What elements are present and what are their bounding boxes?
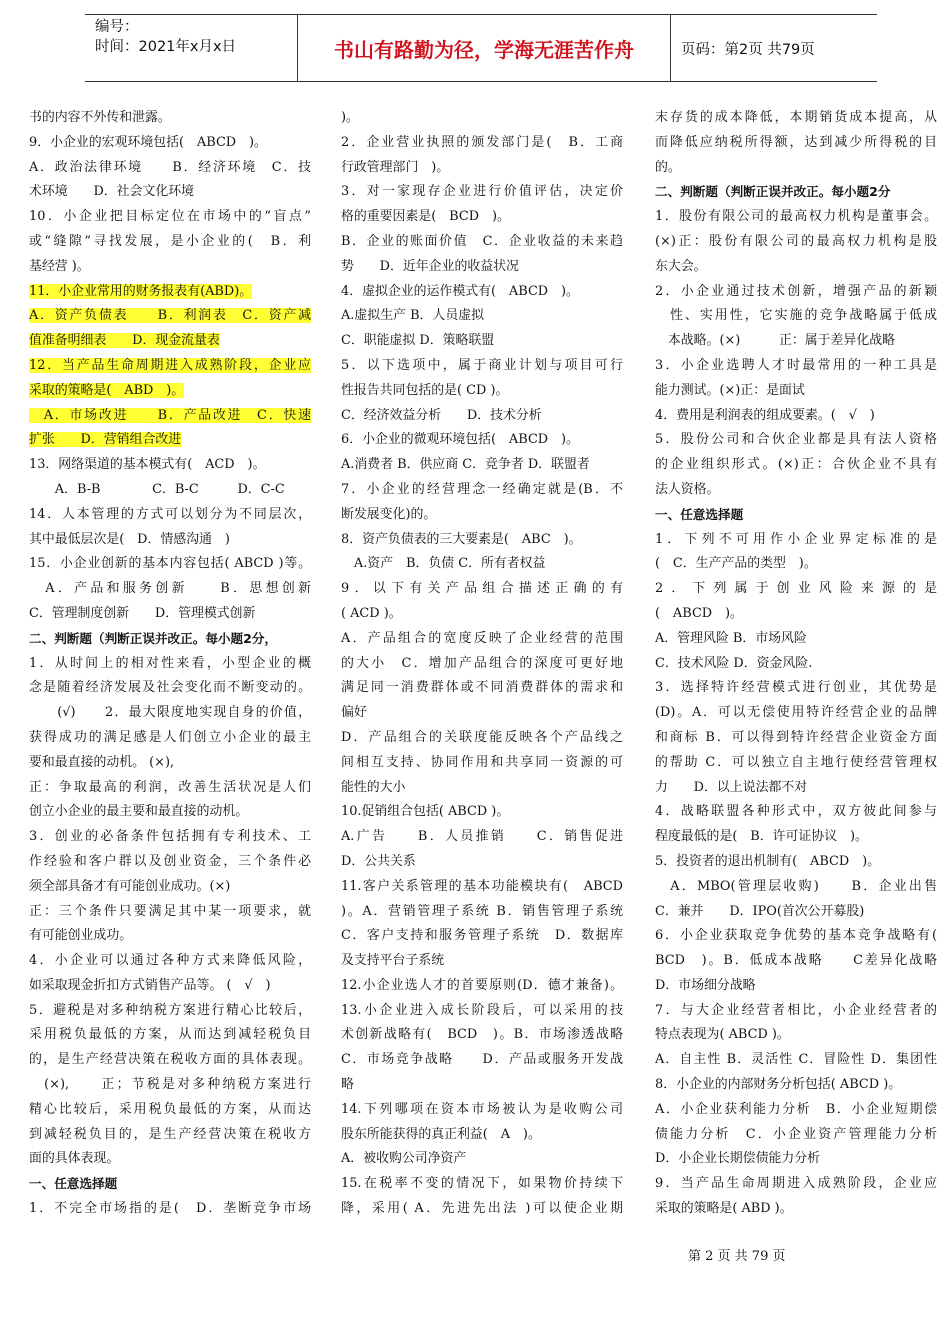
text-line — [655, 453, 937, 478]
text-line-content: 14．人本管理的方式可以划分为不同层次， — [29, 506, 311, 522]
text-line — [29, 974, 311, 999]
text-line — [655, 701, 937, 726]
text-line-content: 15.在税率不变的情况下，如果物价持续下 — [341, 1176, 623, 1192]
page-header — [85, 14, 877, 82]
text-line — [29, 131, 311, 156]
text-line-content: A．产品组合的宽度反映了企业经营的范围 — [341, 630, 623, 646]
text-line-content: 14.下列哪项在资本市场被认为是收购公司 — [341, 1101, 623, 1117]
text-line-content: 2．企业营业执照的颁发部门是( B．工商 — [341, 134, 623, 150]
text-line — [655, 949, 937, 974]
text-line — [341, 825, 623, 850]
text-line-content: 采用税负最低的方案，从而达到减轻税负目 — [29, 1027, 311, 1043]
text-line-content: 的，是生产经营决策在税收方面的具体表现。 — [29, 1052, 311, 1068]
text-line-content: 9．当产品生命周期进入成熟阶段，企业应 — [655, 1176, 937, 1192]
text-line-content: A.消费者 B．供应商 C．竞争者 D．联盟者 — [341, 457, 590, 473]
text-line — [29, 503, 311, 528]
text-line-content: A．小企业获利能力分析 B．小企业短期偿 — [655, 1101, 937, 1117]
text-line — [655, 1172, 937, 1197]
text-line-content: 的。 — [655, 159, 681, 175]
text-line-content: 二、判断题（判断正误并改正。每小题2分 — [655, 184, 891, 200]
text-line-content: 势 D．近年企业的收益状况 — [341, 258, 519, 274]
text-line — [29, 751, 311, 776]
text-line — [655, 156, 937, 181]
text-line-content: 或“缝隙”寻找发展，是小企业的( B．利 — [29, 233, 311, 249]
text-line-content: 的大小 C．增加产品组合的深度可更好地 — [341, 655, 623, 671]
text-line-content: 行政管理部门 )。 — [341, 159, 450, 175]
text-line — [341, 205, 623, 230]
text-line — [29, 924, 311, 949]
text-line-content: 3．对一家现存企业进行价值评估，决定价 — [341, 184, 623, 200]
text-line — [341, 1023, 623, 1048]
text-line — [655, 354, 937, 379]
text-line-content: C．客户支持和服务管理子系统 D．数据库 — [341, 928, 623, 944]
text-line — [341, 453, 623, 478]
text-line — [341, 974, 623, 999]
text-line — [341, 478, 623, 503]
text-line — [341, 428, 623, 453]
text-line-content: 7．与大企业经营者相比，小企业经营者的 — [655, 1002, 937, 1018]
text-line-content: C．兼并 D．IPO(首次公开募股) — [655, 903, 865, 919]
text-line — [341, 552, 623, 577]
text-line — [341, 1123, 623, 1148]
text-line-content: BCD )。B．低成本战略 C差异化战略 — [655, 953, 937, 969]
text-line-content: 8．小企业的内部财务分析包括( ABCD )。 — [655, 1077, 902, 1093]
text-line-content: C．管理制度创新 D．管理模式创新 — [29, 605, 256, 621]
text-line — [655, 676, 937, 701]
text-line — [341, 230, 623, 255]
text-line — [29, 949, 311, 974]
text-line — [341, 676, 623, 701]
text-line-content: A．政治法律环境 B．经济环境 C．技 — [29, 159, 311, 175]
text-line — [29, 552, 311, 577]
text-line-content: A．管理风险 B．市场风险 — [655, 630, 807, 646]
text-line — [29, 428, 311, 453]
text-line — [341, 156, 623, 181]
text-line-content: 略 — [341, 1077, 354, 1093]
text-line-content: 及支持平台子系统 — [341, 953, 445, 969]
text-line-content: 15．小企业创新的基本内容包括( ABCD )等。 — [29, 556, 311, 572]
text-line-content: 性、实用性，它实施的竞争战略属于低成 — [655, 308, 937, 324]
text-line — [655, 577, 937, 602]
text-line — [341, 1098, 623, 1123]
text-line — [29, 676, 311, 701]
text-line-content: 获得成功的满足感是人们创立小企业的最主 — [29, 729, 311, 745]
text-line — [341, 404, 623, 429]
text-line — [29, 230, 311, 255]
text-line — [29, 999, 311, 1024]
text-line — [29, 379, 311, 404]
text-line-content: 满足同一消费群体或不同消费群体的需求和 — [341, 680, 623, 696]
text-line-content: 面的具体表现。 — [29, 1151, 120, 1167]
text-line-content: 本战略。(×) 正：属于差异化战略 — [655, 333, 895, 349]
text-line-content: 基经营 )。 — [29, 258, 90, 274]
text-line — [29, 825, 311, 850]
text-line-content: 采取的策略是( ABD )。 — [29, 382, 185, 398]
text-line-content: D．小企业长期偿债能力分析 — [655, 1151, 821, 1167]
text-line — [655, 1048, 937, 1073]
text-line — [29, 1123, 311, 1148]
text-line — [655, 379, 937, 404]
text-line-content: 采取的策略是( ABD )。 — [655, 1201, 793, 1217]
text-line-content: 6．小企业获取竞争优势的基本竞争战略有( — [655, 928, 937, 944]
text-line-content: A．产品和服务创新 B．思想创新 — [29, 581, 311, 597]
text-line — [655, 924, 937, 949]
text-line-content: (√) 2．最大限度地实现自身的价值， — [29, 705, 311, 721]
text-line — [341, 850, 623, 875]
text-line-content: 债能力分析 C．小企业资产管理能力分析 — [655, 1126, 937, 1142]
text-line-content: A．MBO(管理层收购) B．企业出售 — [655, 878, 937, 894]
text-line — [29, 776, 311, 801]
header-page-label: 页码：第2页 共79页 — [681, 41, 815, 58]
text-line — [341, 627, 623, 652]
text-line-content: 1．股份有限公司的最高权力机构是董事会。 — [655, 209, 937, 225]
text-line-content: 12．当产品生命周期进入成熟阶段，企业应 — [29, 357, 311, 373]
text-line-content: B．企业的账面价值 C．企业收益的未来趋 — [341, 233, 623, 249]
text-line — [341, 503, 623, 528]
text-line-content: 二、判断题（判断正误并改正。每小题2分， — [29, 630, 278, 646]
text-line — [655, 329, 937, 354]
text-line-content: D．产品组合的关联度能反映各个产品线之 — [341, 729, 623, 745]
text-line-content: 正：三个条件只要满足其中某一项要求，就 — [29, 903, 311, 919]
text-line — [29, 875, 311, 900]
text-line-content: 5．股份公司和合伙企业都是具有法人资格 — [655, 432, 937, 448]
text-line — [29, 180, 311, 205]
text-line — [655, 627, 937, 652]
text-line-content: 的帮助 C．可以独立自主地行使经营管理权 — [655, 754, 937, 770]
text-line — [341, 602, 623, 627]
text-line-content: 东大会。 — [655, 258, 707, 274]
text-line — [29, 701, 311, 726]
text-line — [29, 528, 311, 553]
text-line — [341, 701, 623, 726]
text-line-content: 7．小企业的经营理念一经确定就是(B．不 — [341, 481, 623, 497]
text-line — [29, 726, 311, 751]
text-line — [341, 304, 623, 329]
text-line-content: 10.促销组合包括( ABCD )。 — [341, 804, 510, 820]
text-line — [29, 1147, 311, 1172]
text-line-content: ( ACD )。 — [341, 605, 402, 621]
text-line — [655, 478, 937, 503]
text-line-content: D．市场细分战略 — [655, 977, 756, 993]
text-line-content: 到减轻税负目的，是生产经营决策在税收方 — [29, 1126, 311, 1142]
text-line — [29, 1073, 311, 1098]
text-line-content: 如采取现金折扣方式销售产品等。 ( √ ) — [29, 977, 271, 993]
text-line — [29, 850, 311, 875]
text-line — [341, 577, 623, 602]
text-line-content: 其中最低层次是( D．情感沟通 ) — [29, 531, 230, 547]
text-line — [341, 1048, 623, 1073]
text-line — [655, 825, 937, 850]
text-line-content: ( C．生产产品的类型 )。 — [655, 556, 817, 572]
text-line — [655, 404, 937, 429]
text-line-content: (×), 正；节税是对多种纳税方案进行 — [29, 1077, 311, 1093]
text-line — [655, 726, 937, 751]
text-line-content: 12.小企业选人才的首要原则(D．德才兼备)。 — [341, 977, 623, 993]
text-line — [655, 106, 937, 131]
text-column-1 — [29, 106, 311, 1222]
text-line-content: 6．小企业的微观环境包括( ABCD )。 — [341, 432, 579, 448]
text-line-content: 股东所能获得的真正利益( A )。 — [341, 1126, 541, 1142]
text-line-content: 正：争取最高的利润，改善生活状况是人们 — [29, 779, 311, 795]
text-line-content: A．被收购公司净资产 — [341, 1151, 467, 1167]
text-line — [655, 528, 937, 553]
text-line — [655, 875, 937, 900]
text-line — [29, 652, 311, 677]
text-line-content: 的企业组织形式。(×)正：合伙企业不具有 — [655, 457, 937, 473]
text-line — [341, 999, 623, 1024]
text-line-content: 13.小企业进入成长阶段后，可以采用的技 — [341, 1002, 623, 1018]
text-line-content: 1．从时间上的相对性来看，小型企业的概 — [29, 655, 311, 671]
text-line — [29, 404, 311, 429]
text-line — [341, 1073, 623, 1098]
text-line — [655, 1197, 937, 1222]
text-line — [341, 131, 623, 156]
number-label: 编号： — [95, 19, 139, 35]
text-line-content: 性报告共同包括的是( CD )。 — [341, 382, 509, 398]
text-line — [341, 900, 623, 925]
text-line — [655, 280, 937, 305]
text-line-content: 术环境 D．社会文化环境 — [29, 184, 195, 200]
text-line-content: D．公共关系 — [341, 853, 416, 869]
text-line-content: 创立小企业的最主要和最直接的动机。 — [29, 804, 249, 820]
text-column-3 — [655, 106, 937, 1222]
text-line-content: 精心比较后，采用税负最低的方案，从而达 — [29, 1101, 311, 1117]
text-line — [341, 280, 623, 305]
text-line-content: 要和最直接的动机。 (×), — [29, 754, 175, 770]
text-line — [29, 304, 311, 329]
text-line — [29, 577, 311, 602]
text-line-content: 和商标 B．可以得到特许经营企业资金方面 — [655, 729, 937, 745]
text-line — [29, 1098, 311, 1123]
text-line — [341, 800, 623, 825]
text-line — [341, 329, 623, 354]
text-line-content: A．B-B C．B-C D．C-C — [29, 481, 285, 497]
text-line-content: 5．投资者的退出机制有( ABCD )。 — [655, 853, 881, 869]
text-line-content: 末存货的成本降低，本期销货成本提高，从 — [655, 110, 937, 125]
text-line — [341, 1197, 623, 1222]
text-line-content: A．自主性 B．灵活性 C．冒险性 D．集团性 — [655, 1052, 937, 1068]
text-line-content: C．职能虚拟 D．策略联盟 — [341, 333, 495, 349]
text-line — [655, 1073, 937, 1098]
text-line-content: 力 D．以上说法都不对 — [655, 779, 808, 795]
text-line — [655, 255, 937, 280]
text-line-content: A．资产负债表 B．利润表 C．资产减 — [29, 308, 311, 324]
text-line — [655, 652, 937, 677]
text-line-content: 3．小企业选聘人才时最常用的一种工具是 — [655, 357, 937, 373]
text-line-content: C．经济效益分析 D．技术分析 — [341, 407, 542, 423]
text-line — [341, 776, 623, 801]
header-slogan: 书山有路勤为径，学海无涯苦作舟 — [298, 15, 671, 81]
text-line — [341, 354, 623, 379]
text-line-content: 2．下列属于创业风险来源的是 — [655, 581, 937, 597]
text-line-content: 5．避税是对多种纳税方案进行精心比较后， — [29, 1002, 311, 1018]
text-line — [29, 478, 311, 503]
page-footer: 第 2 页 共 79 页 — [688, 1249, 786, 1264]
text-line-content: A．市场改进 B．产品改进 C．快速 — [29, 407, 311, 423]
text-line-content: 9．小企业的宏观环境包括( ABCD )。 — [29, 134, 267, 150]
text-line — [341, 924, 623, 949]
text-line — [29, 602, 311, 627]
text-line — [341, 949, 623, 974]
text-line — [655, 1123, 937, 1148]
text-line-content: 11．小企业常用的财务报表有(ABD)。 — [29, 283, 253, 299]
text-line-content: 3．选择特许经营模式进行创业，其优势是 — [655, 680, 937, 696]
text-line-content: 11.客户关系管理的基本功能模块有( ABCD — [341, 878, 623, 894]
section-heading — [655, 180, 937, 205]
text-line-content: C．技术风险 D．资金风险. — [655, 655, 813, 671]
text-line-content: 5．以下选项中，属于商业计划与项目可行 — [341, 357, 623, 373]
text-line-content: 间相互支持、协同作用和共享同一资源的可 — [341, 754, 623, 770]
text-line-content: 3．创业的必备条件包括拥有专利技术、工 — [29, 829, 311, 845]
text-line — [29, 156, 311, 181]
text-line — [29, 280, 311, 305]
text-line-content: 2．小企业通过技术创新，增强产品的新颖 — [655, 283, 937, 299]
text-line-content: 念是随着经济发展及社会变化而不断变动的。 — [29, 680, 311, 696]
text-line — [341, 528, 623, 553]
text-line-content: 一、任意选择题 — [655, 506, 744, 522]
text-line-content: )。A．营销管理子系统 B．销售管理子系统 — [341, 903, 623, 919]
text-line-content: (D)。A．可以无偿使用特许经营企业的品牌 — [655, 705, 937, 721]
text-line-content: 偏好 — [341, 705, 367, 721]
text-line — [655, 131, 937, 156]
text-line — [29, 1197, 311, 1222]
section-heading — [29, 1172, 311, 1197]
text-line-content: 作经验和客户群以及创业资金，三个条件必 — [29, 853, 311, 869]
text-line-content: 降，采用( A．先进先出法 )可以使企业期 — [341, 1201, 623, 1217]
text-line-content: 程度最低的是( B．许可证协议 )。 — [655, 829, 868, 845]
text-line — [655, 850, 937, 875]
text-line — [29, 354, 311, 379]
text-line-content: 断发展变化)的。 — [341, 506, 437, 522]
text-line — [29, 800, 311, 825]
text-column-2 — [341, 106, 623, 1222]
text-line-content: 书的内容不外传和泄露。 — [29, 110, 171, 125]
text-line — [29, 255, 311, 280]
text-line — [341, 652, 623, 677]
text-line — [655, 751, 937, 776]
text-line — [655, 900, 937, 925]
section-heading — [29, 627, 311, 652]
time-label: 时间：2021年x月x日 — [95, 39, 237, 55]
text-line — [655, 1147, 937, 1172]
text-line — [29, 1048, 311, 1073]
text-line-content: 4．虚拟企业的运作模式有( ABCD )。 — [341, 283, 579, 299]
text-line-content: 1．下列不可用作小企业界定标准的是 — [655, 531, 937, 547]
text-line-content: A.资产 B．负债 C．所有者权益 — [341, 556, 546, 572]
text-line-content: 法人资格。 — [655, 481, 720, 497]
text-line-content: 4．小企业可以通过各种方式来降低风险， — [29, 953, 311, 969]
text-line-content: 8．资产负债表的三大要素是( ABC )。 — [341, 531, 582, 547]
text-line-content: 一、任意选择题 — [29, 1176, 118, 1192]
text-line-content: A.虚拟生产 B．人员虚拟 — [341, 308, 484, 324]
text-line — [341, 1172, 623, 1197]
text-line-content: 10．小企业把目标定位在市场中的“盲点” — [29, 209, 311, 225]
text-line — [655, 1098, 937, 1123]
text-line — [29, 453, 311, 478]
text-line — [655, 1023, 937, 1048]
text-line — [655, 999, 937, 1024]
text-line — [655, 304, 937, 329]
header-meta — [85, 15, 298, 81]
text-line — [655, 974, 937, 999]
text-line-content: 术创新战略有( BCD )。B．市场渗透战略 — [341, 1027, 623, 1043]
text-line-content: (×)正：股份有限公司的最高权力机构是股 — [655, 233, 937, 249]
text-line-content: 扩张 D．营销组合改进 — [29, 432, 182, 448]
text-line — [655, 602, 937, 627]
text-line-content: 能性的大小 — [341, 779, 406, 795]
text-line-content: )。 — [341, 110, 359, 125]
text-line — [341, 379, 623, 404]
text-line — [341, 726, 623, 751]
text-line-content: 有可能创业成功。 — [29, 928, 133, 944]
text-line — [29, 329, 311, 354]
text-line — [341, 875, 623, 900]
text-line — [341, 751, 623, 776]
text-line — [341, 180, 623, 205]
text-line-content: C．市场竞争战略 D．产品或服务开发战 — [341, 1052, 623, 1068]
section-heading — [655, 503, 937, 528]
text-line — [341, 255, 623, 280]
text-line — [655, 230, 937, 255]
text-line — [655, 776, 937, 801]
text-line-content: A.广告 B．人员推销 C．销售促进 — [341, 829, 623, 845]
text-line — [655, 205, 937, 230]
text-line — [29, 1023, 311, 1048]
text-line-content: 特点表现为( ABCD )。 — [655, 1027, 790, 1043]
text-line-content: 而降低应纳税所得额，达到减少所得税的目 — [655, 134, 937, 150]
text-line-content: 格的重要因素是( BCD )。 — [341, 209, 510, 225]
text-line-content: ( ABCD )。 — [655, 605, 743, 621]
text-line — [29, 900, 311, 925]
text-line-content: 1．不完全市场指的是( D．垄断竞争市场 — [29, 1201, 311, 1217]
text-line-content: 4．费用是利润表的组成要素。( √ ) — [655, 407, 875, 423]
text-line — [341, 106, 623, 131]
text-line — [655, 800, 937, 825]
text-line-content: 13．网络渠道的基本模式有( ACD )。 — [29, 457, 266, 473]
text-line-content: 须全部具备才有可能创业成功。(×) — [29, 878, 231, 894]
text-line — [655, 428, 937, 453]
text-line — [29, 106, 311, 131]
text-line — [341, 1147, 623, 1172]
text-line-content: 值准备明细表 D．现金流量表 — [29, 333, 220, 349]
text-line-content: 能力测试。(×)正：是面试 — [655, 382, 805, 398]
text-line-content: 9．以下有关产品组合描述正确的有 — [341, 581, 623, 597]
text-line — [655, 552, 937, 577]
text-line-content: 4．战略联盟各种形式中，双方彼此间参与 — [655, 804, 937, 820]
text-line — [29, 205, 311, 230]
